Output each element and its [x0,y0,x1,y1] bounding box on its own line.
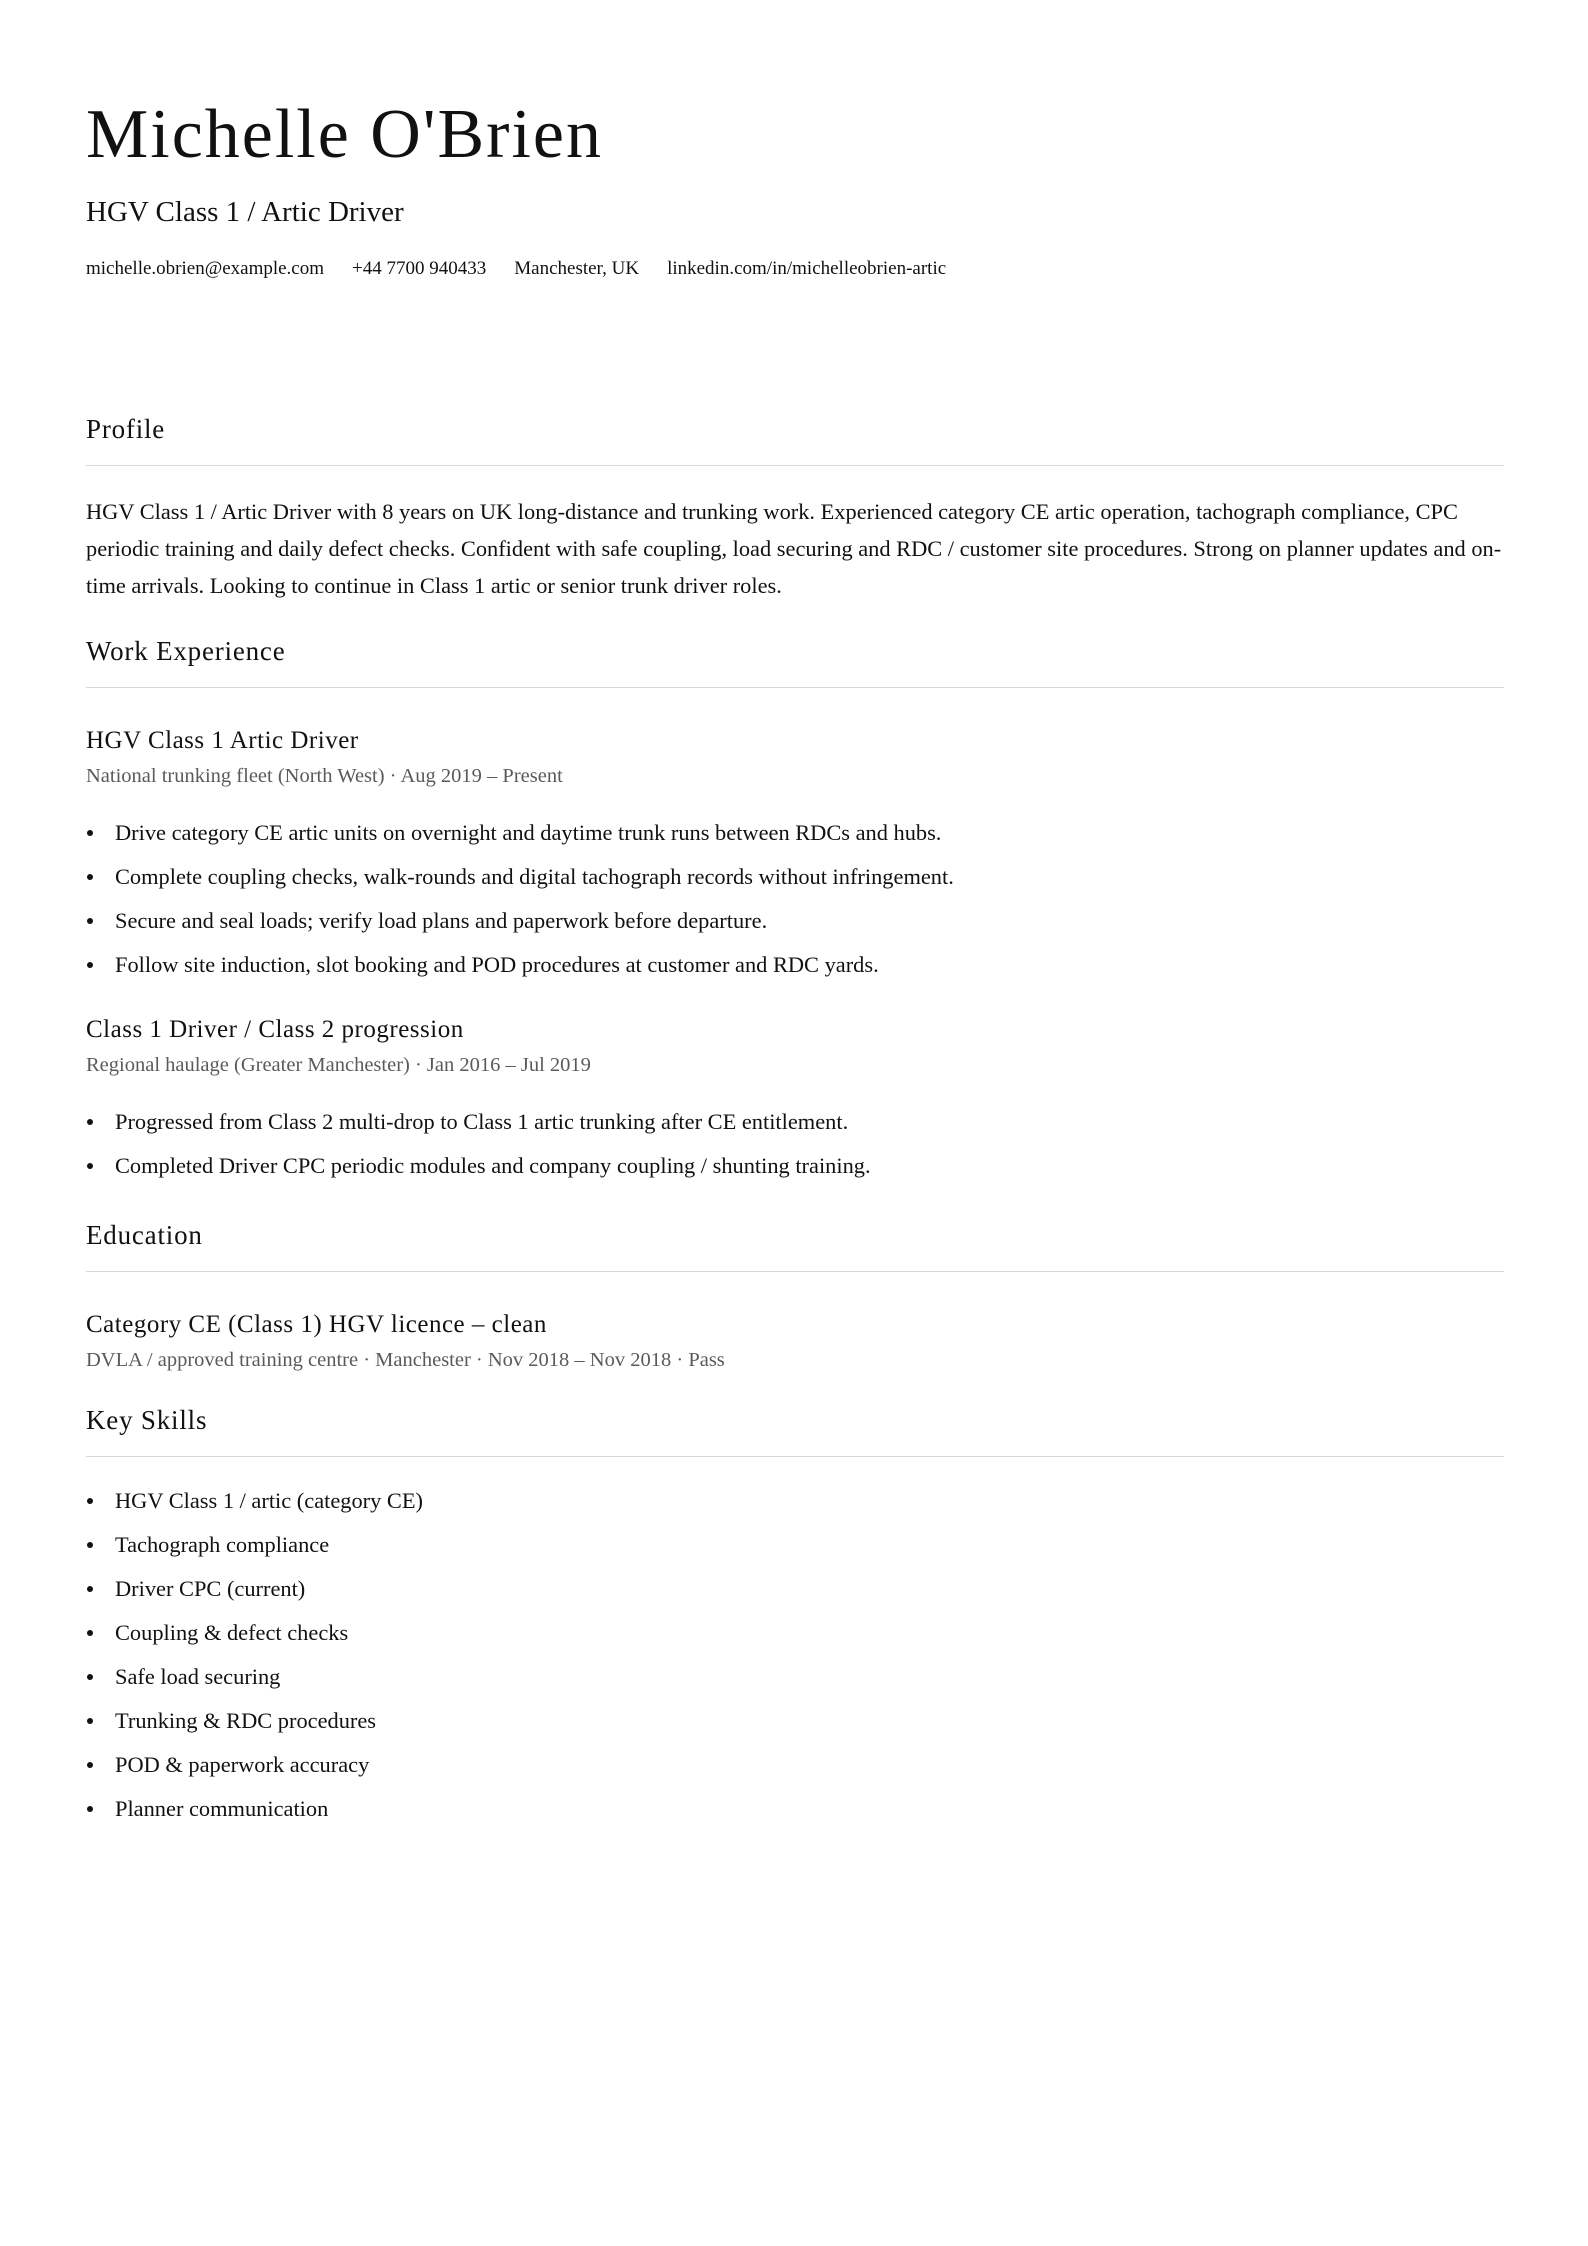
resume-page [86,0,1504,1831]
resume-header [86,0,1504,281]
list-item: Tachograph compliance [86,1523,1504,1567]
job-title: HGV Class 1 Artic Driver [86,727,359,755]
job-responsibilities [86,1100,1504,1188]
candidate-name: Michelle O'Brien [86,96,603,173]
contact-email: michelle.obrien@example.com [86,257,325,279]
work-experience-heading: Work Experience [86,635,286,666]
list-item: Complete coupling checks, walk-rounds and digital tachograph records without infringement. [86,855,1504,899]
list-item: Trunking & RDC procedures [86,1699,1504,1743]
education-meta: DVLA / approved training centre · Manchester · Nov 2018 – Nov 2018 · Pass [86,1348,725,1371]
section-divider [86,1456,1504,1457]
section-divider [86,687,1504,688]
list-item: Completed Driver CPC periodic modules and company coupling / shunting training. [86,1144,1504,1188]
profile-summary: HGV Class 1 / Artic Driver with 8 years on UK long-distance and trunking work. Experienced category CE artic operation, tachograph compliance, CPC periodic training and daily defect checks. Confident with safe coupling, load securing and RDC / customer site procedures. Strong on planner updates and on-time arrivals. Looking to continue in Class 1 artic or senior trunk driver roles. [86,498,1502,598]
list-item: POD & paperwork accuracy [86,1743,1504,1787]
profile-section [86,413,1504,604]
contact-line [86,258,1504,281]
education-heading: Education [86,1219,203,1250]
list-item: Safe load securing [86,1655,1504,1699]
key-skills-section [86,1404,1504,1831]
list-item: Progressed from Class 2 multi-drop to Class 1 artic trunking after CE entitlement. [86,1100,1504,1144]
education-section [86,1219,1504,1373]
list-item: Driver CPC (current) [86,1567,1504,1611]
education-entry [86,1310,1504,1373]
job-entry [86,1015,1504,1188]
contact-phone: +44 7700 940433 [352,257,487,279]
list-item: Secure and seal loads; verify load plans and paperwork before departure. [86,899,1504,943]
section-divider [86,1271,1504,1272]
list-item: HGV Class 1 / artic (category CE) [86,1479,1504,1523]
list-item: Drive category CE artic units on overnight and daytime trunk runs between RDCs and hubs. [86,811,1504,855]
skills-list [86,1479,1504,1831]
contact-location: Manchester, UK [514,257,640,279]
job-meta: National trunking fleet (North West) · Aug 2019 – Present [86,765,563,788]
job-title: Class 1 Driver / Class 2 progression [86,1015,464,1043]
list-item: Follow site induction, slot booking and POD procedures at customer and RDC yards. [86,943,1504,987]
list-item: Coupling & defect checks [86,1611,1504,1655]
list-item: Planner communication [86,1787,1504,1831]
job-entry [86,726,1504,987]
work-experience-section [86,635,1504,1188]
job-responsibilities [86,811,1504,987]
profile-heading: Profile [86,413,166,444]
job-meta: Regional haulage (Greater Manchester) · Jan 2016 – Jul 2019 [86,1053,591,1076]
candidate-title: HGV Class 1 / Artic Driver [86,196,404,228]
key-skills-heading: Key Skills [86,1404,208,1435]
section-divider [86,465,1504,466]
contact-linkedin: linkedin.com/in/michelleobrien-artic [667,257,947,279]
education-title: Category CE (Class 1) HGV licence – clean [86,1310,547,1338]
